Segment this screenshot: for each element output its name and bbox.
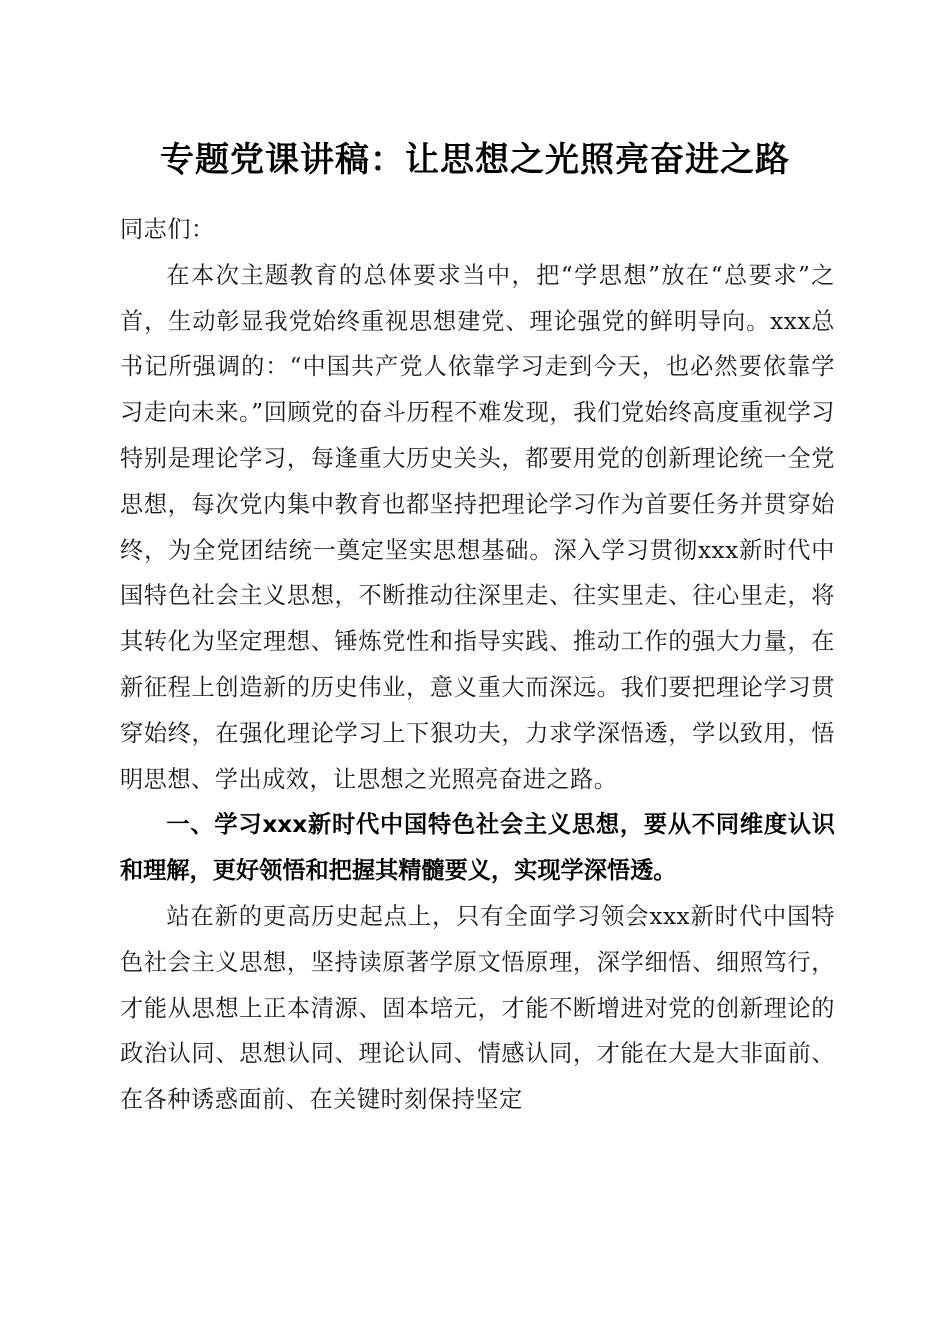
- section-paragraph: 站在新的更高历史起点上，只有全面学习领会xxx新时代中国特色社会主义思想，坚持读原著学原文悟原理，深学细悟、细照笃行，才能从思想上正本清源、固本培元，才能不断增进对党的创新理论的政治认同、思想认同、理论认同、情感认同，才能在大是大非面前、在各种诱惑面前、在关键时刻保持坚定: [120, 902, 835, 1114]
- document-body: [120, 207, 835, 1123]
- salutation: 同志们：: [120, 216, 215, 243]
- intro-paragraph: 在本次主题教育的总体要求当中，把“学思想”放在“总要求”之首，生动彰显我党始终重视思想建党、理论强党的鲜明导向。xxx总书记所强调的：“中国共产党人依靠学习走到今天，也必然要依靠学习走向未来。”回顾党的奋斗历程不难发现，我们党始终高度重视学习特别是理论学习，每逢重大历史关头，都要用党的创新理论统一全党思想，每次党内集中教育也都坚持把理论学习作为首要任务并贯穿始终，为全党团结统一奠定坚实思想基础。深入学习贯彻xxx新时代中国特色社会主义思想，不断推动往深里走、往实里走、往心里走，将其转化为坚定理想、锤炼党性和指导实践、推动工作的强大力量，在新征程上创造新的历史伟业，意义重大而深远。我们要把理论学习贯穿始终，在强化理论学习上下狠功夫，力求学深悟透，学以致用，悟明思想、学出成效，让思想之光照亮奋进之路。: [120, 261, 835, 793]
- section-heading: 一、学习xxx新时代中国特色社会主义思想，要从不同维度认识和理解，更好领悟和把握其精髓要义，实现学深悟透。: [120, 811, 835, 885]
- document-title: 专题党课讲稿：让思想之光照亮奋进之路: [160, 140, 790, 180]
